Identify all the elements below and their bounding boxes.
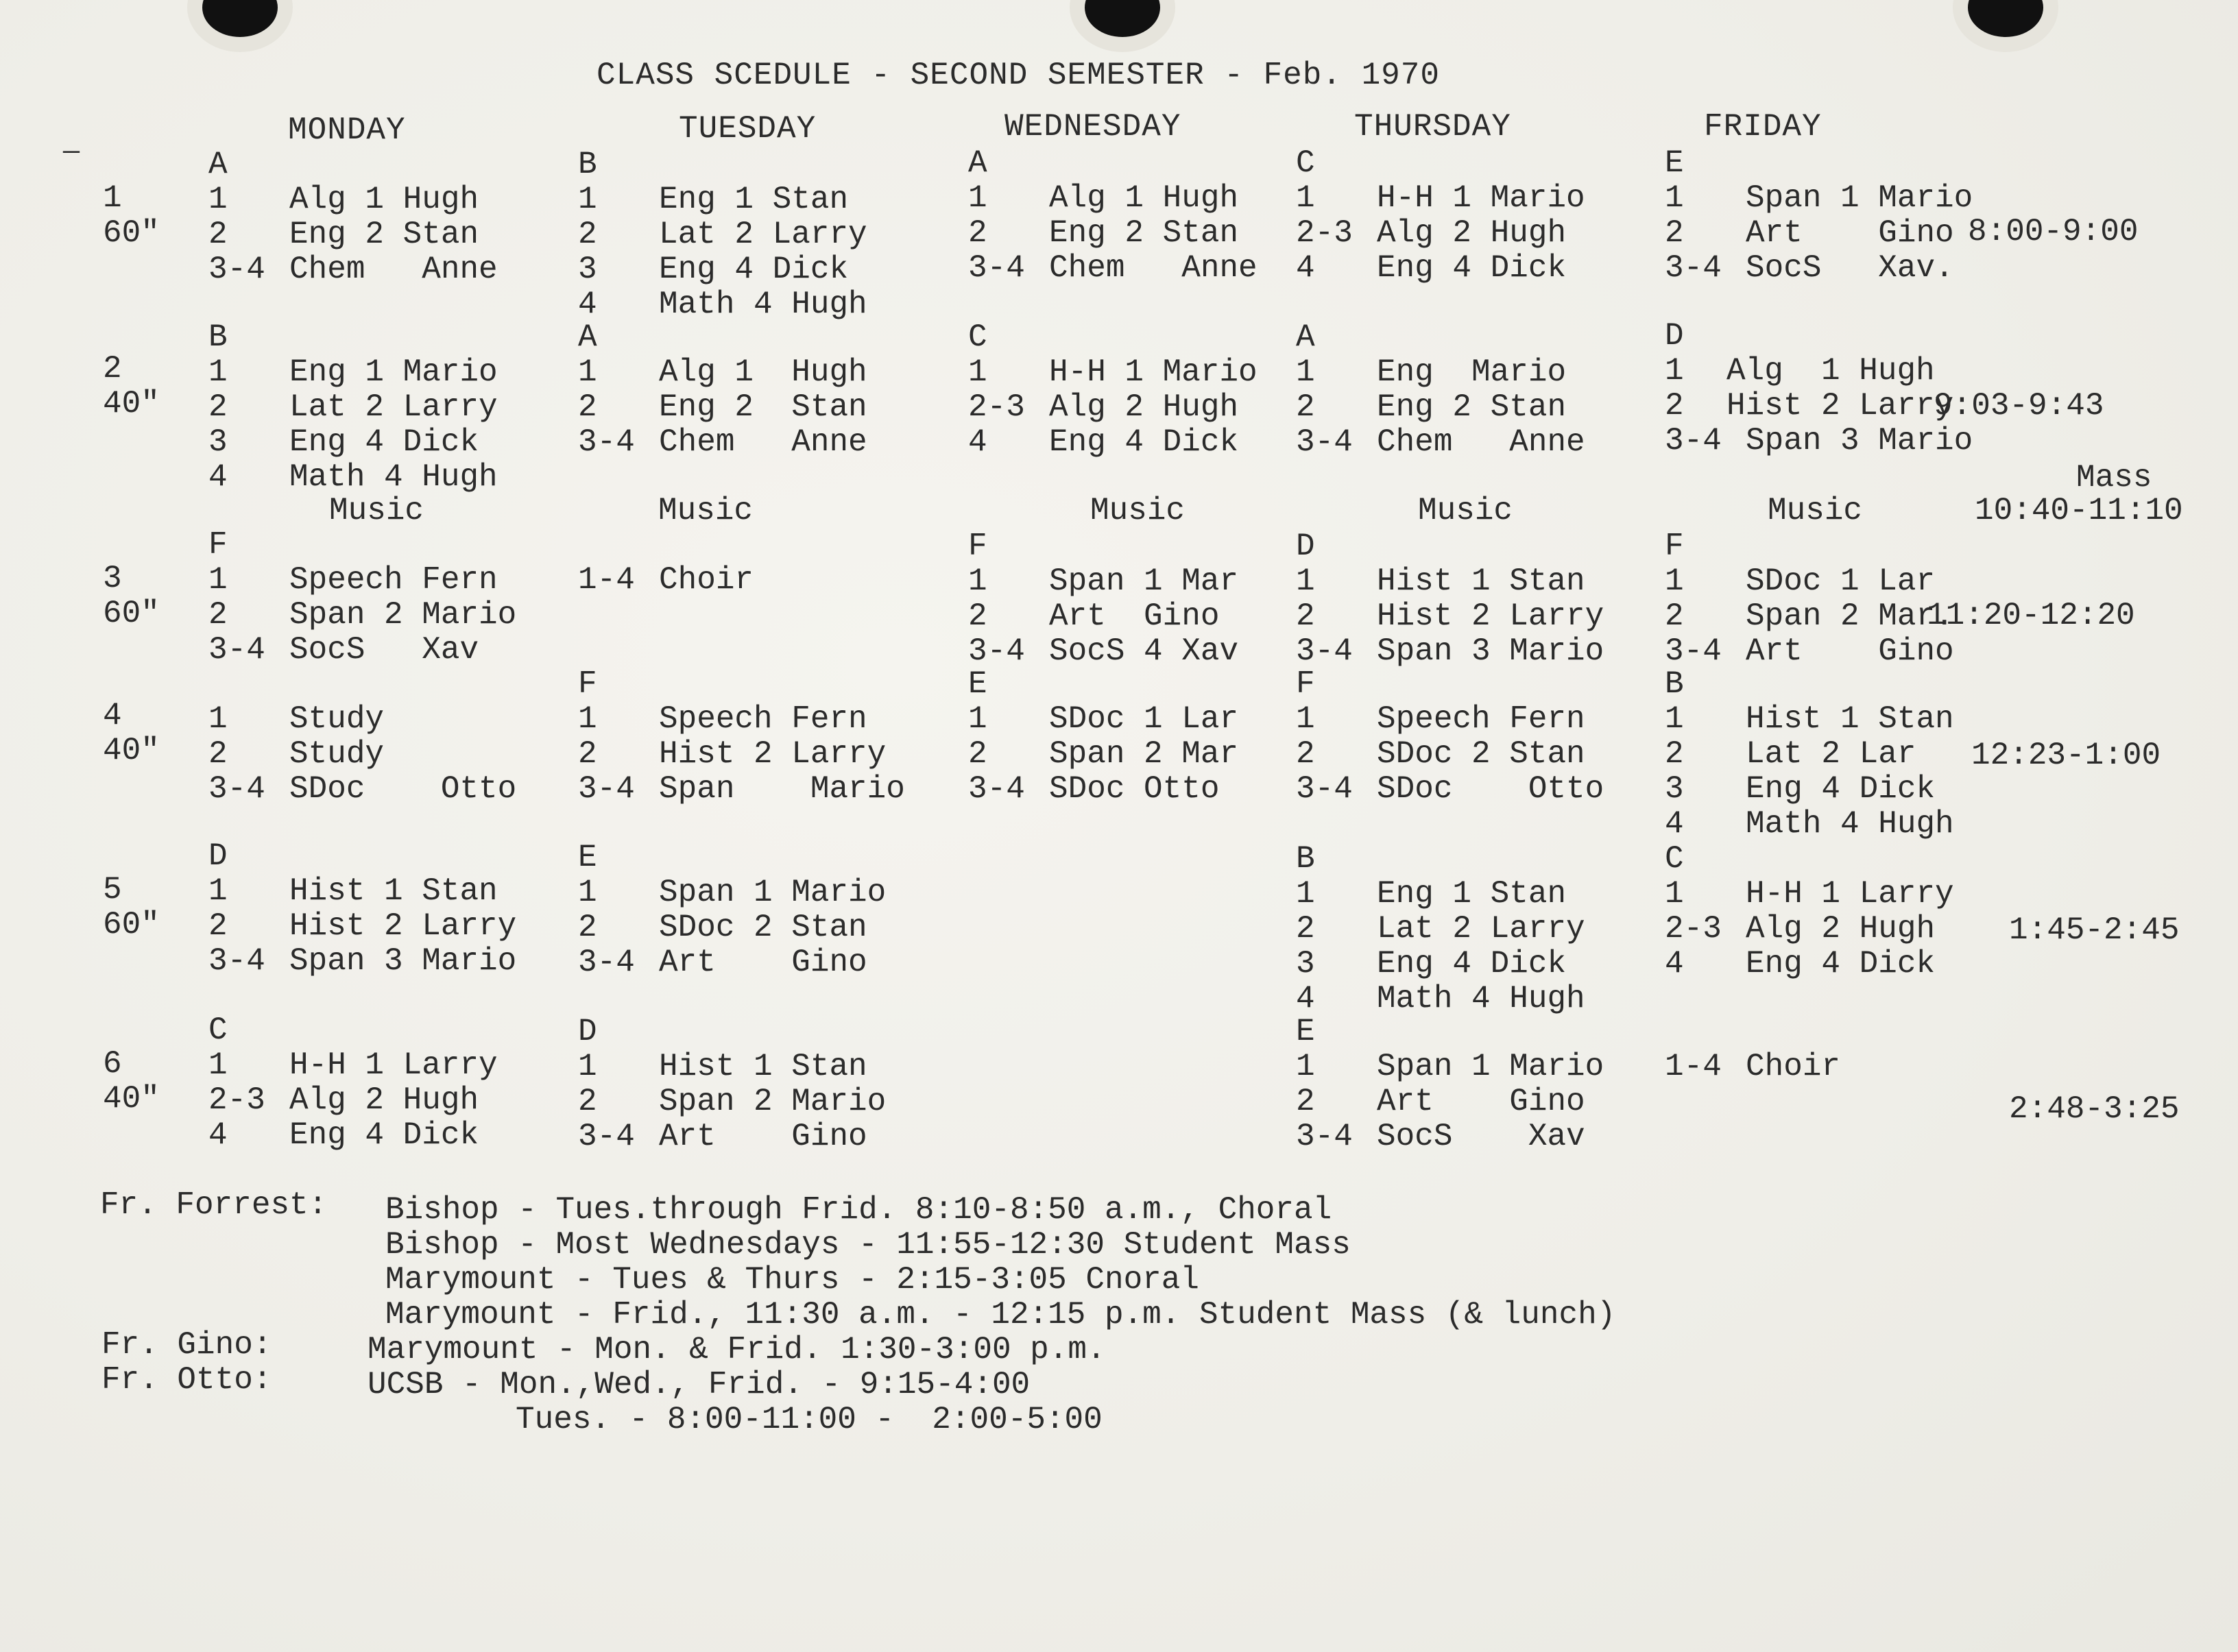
slot-wed-p1: A 1 Alg 1 Hugh 2 Eng 2 Stan 3-4 Chem Anne — [968, 145, 1258, 286]
time-p2: 9:03-9:43 — [1934, 388, 2104, 424]
slot-mon-p6: C 1 H-H 1 Larry 2-3 Alg 2 Hugh 4 Eng 4 Dick — [208, 1012, 498, 1153]
slot-wed-p4: E 1 SDoc 1 Lar 2 Span 2 Mar 3-4 SDoc Otto — [968, 666, 1239, 807]
slot-thu-p2: A 1 Eng Mario 2 Eng 2 Stan 3-4 Chem Anne — [1296, 319, 1585, 460]
page-title: CLASS SCEDULE - SECOND SEMESTER - Feb. 1970 — [597, 58, 1440, 93]
period-label: 3 60" — [103, 561, 160, 631]
period-label: 6 40" — [103, 1046, 160, 1117]
slot-mon-p2: B 1 Eng 1 Mario 2 Lat 2 Larry 3 Eng 4 Dick 4 Math 4 Hugh — [208, 319, 498, 495]
slot-tue-p3: 1-4 Choir — [578, 562, 754, 598]
slot-fri-p4: B 1 Hist 1 Stan 2 Lat 2 Lar 3 Eng 4 Dick 4 Math 4 Hugh — [1665, 666, 1954, 842]
period-label: 1 60" — [103, 180, 160, 251]
note-forrest-label: Fr. Forrest: — [100, 1187, 328, 1223]
day-header-tuesday: TUESDAY — [679, 111, 817, 147]
note-otto-label: Fr. Otto: — [101, 1362, 272, 1398]
day-header-friday: FRIDAY — [1704, 109, 1822, 145]
day-header-wednesday: WEDNESDAY — [1004, 109, 1181, 145]
time-p5: 1:45-2:45 — [2009, 912, 2180, 948]
slot-fri-p3: F 1 SDoc 1 Lar 2 Span 2 Mar. 3-4 Art Gino — [1665, 529, 1954, 669]
slot-fri-p2: D 1 Alg 1 Hugh 2 Hist 2 Larry 3-4 Span 3 Mario — [1665, 318, 1973, 459]
period-label: 2 40" — [103, 351, 160, 422]
slot-tue-p4: F 1 Speech Fern 2 Hist 2 Larry 3-4 Span Mario — [578, 666, 905, 807]
note-line: Tues. - 8:00-11:00 - 2:00-5:00 — [516, 1402, 1103, 1437]
slot-mon-p1: A 1 Alg 1 Hugh 2 Eng 2 Stan 3-4 Chem Anne — [208, 147, 498, 287]
music-thu: Music — [1418, 493, 1513, 529]
slot-thu-p3: D 1 Hist 1 Stan 2 Hist 2 Larry 3-4 Span 3 Mario — [1296, 529, 1604, 669]
slot-mon-p5: D 1 Hist 1 Stan 2 Hist 2 Larry 3-4 Span 3 Mario — [208, 838, 517, 979]
time-mass: 10:40-11:10 — [1975, 493, 2183, 529]
time-p3: 11:20-12:20 — [1927, 598, 2135, 633]
note-line: Marymount - Mon. & Frid. 1:30-3:00 p.m. — [368, 1332, 1106, 1368]
music-tue: Music — [658, 493, 754, 529]
slot-wed-p3: F 1 Span 1 Mar 2 Art Gino 3-4 SocS 4 Xav — [968, 529, 1239, 669]
slot-mon-p3: F 1 Speech Fern 2 Span 2 Mario 3-4 SocS Xav — [208, 527, 517, 668]
slot-fri-p1: E 1 Span 1 Mario 2 Art Gino 3-4 SocS Xav. — [1665, 145, 1973, 286]
day-header-monday: MONDAY — [288, 112, 406, 148]
time-p6: 2:48-3:25 — [2009, 1091, 2180, 1127]
slot-thu-p6: E 1 Span 1 Mario 2 Art Gino 3-4 SocS Xav — [1296, 1014, 1604, 1154]
note-line: Bishop - Tues.through Frid. 8:10-8:50 a.m., Choral — [385, 1192, 1332, 1228]
note-line: UCSB - Mon.,Wed., Frid. - 9:15-4:00 — [368, 1367, 1031, 1402]
mass-label: Mass — [2076, 460, 2152, 496]
music-mon: Music — [329, 493, 424, 529]
slot-tue-p6: D 1 Hist 1 Stan 2 Span 2 Mario 3-4 Art Gino — [578, 1014, 887, 1154]
slot-thu-p4: F 1 Speech Fern 2 SDoc 2 Stan 3-4 SDoc Otto — [1296, 666, 1604, 807]
slot-tue-p5: E 1 Span 1 Mario 2 SDoc 2 Stan 3-4 Art Gino — [578, 840, 887, 980]
note-gino-label: Fr. Gino: — [101, 1327, 272, 1363]
time-p4: 12:23-1:00 — [1971, 738, 2161, 773]
slot-tue-p1: B 1 Eng 1 Stan 2 Lat 2 Larry 3 Eng 4 Dick 4 Math 4 Hugh — [578, 147, 867, 322]
slot-mon-p4: 1 Study 2 Study 3-4 SDoc Otto — [208, 701, 517, 807]
note-line: Marymount - Frid., 11:30 a.m. - 12:15 p.m. Student Mass (& lunch) — [385, 1297, 1616, 1333]
period-label: 5 60" — [103, 872, 160, 943]
slot-thu-p5: B 1 Eng 1 Stan 2 Lat 2 Larry 3 Eng 4 Dick 4 Math 4 Hugh — [1296, 841, 1585, 1017]
period-label: 4 40" — [103, 698, 160, 768]
slot-fri-p5: C 1 H-H 1 Larry 2-3 Alg 2 Hugh 4 Eng 4 Dick — [1665, 841, 1954, 982]
time-p1: 8:00-9:00 — [1968, 214, 2139, 250]
music-wed: Music — [1090, 493, 1186, 529]
day-header-thursday: THURSDAY — [1354, 109, 1511, 145]
note-line: Marymount - Tues & Thurs - 2:15-3:05 Cnoral — [385, 1262, 1199, 1298]
slot-tue-p2: A 1 Alg 1 Hugh 2 Eng 2 Stan 3-4 Chem Anne — [578, 319, 867, 460]
note-line: Bishop - Most Wednesdays - 11:55-12:30 Student Mass — [385, 1227, 1351, 1263]
slot-wed-p2: C 1 H-H 1 Mario 2-3 Alg 2 Hugh 4 Eng 4 Dick — [968, 319, 1258, 460]
margin-dash: — — [63, 137, 81, 168]
slot-fri-p6: 1-4 Choir — [1665, 1049, 1841, 1084]
slot-thu-p1: C 1 H-H 1 Mario 2-3 Alg 2 Hugh 4 Eng 4 Dick — [1296, 145, 1585, 286]
music-fri: Music — [1768, 493, 1863, 529]
